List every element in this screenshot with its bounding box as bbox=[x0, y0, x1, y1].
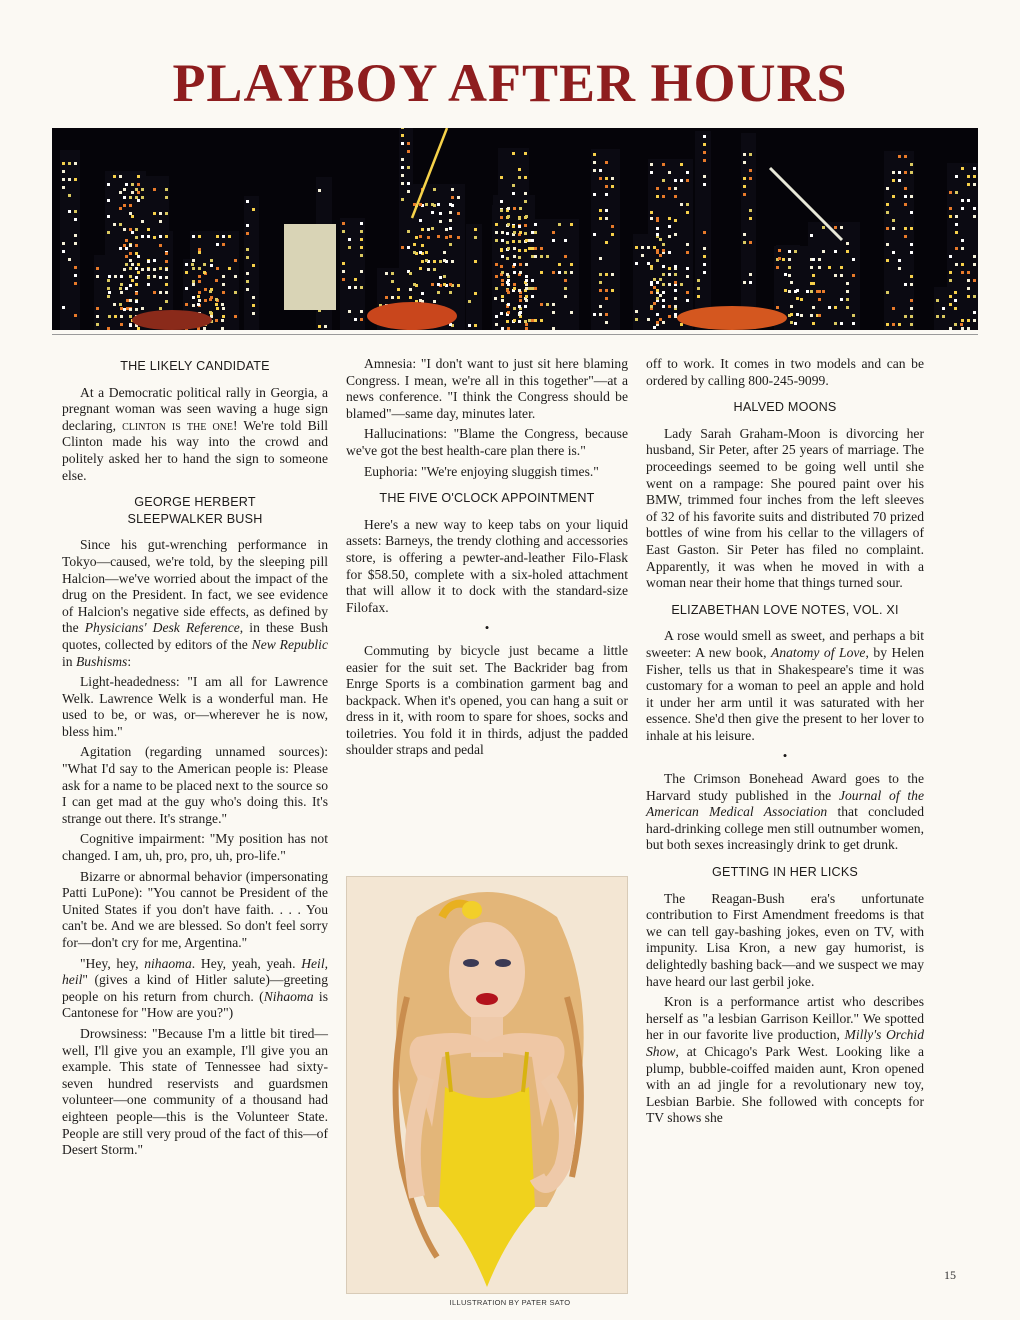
paragraph: Euphoria: "We're enjoying sluggish times." bbox=[364, 463, 599, 479]
paragraph: Kron is a performance artist who describes herself as "a lesbian Garrison Keillor." We spotted her in our favorite live production, Milly's Orchid Show, at Chicago's Park West. Looking like a plump, bubble-coiffed maiden aunt, Kron opened with an ad jingle for a revolutionary new toy, Lesbian Barbie. She followed with concepts for TV shows she bbox=[646, 994, 924, 1126]
paragraph: The Crimson Bonehead Award goes to the Harvard study published in the Journal of the American Medical Association that concluded hard-drinking college men still outnumber women, but both sexes increasingly drink to get drunk. bbox=[646, 771, 925, 853]
city-skyline-illustration bbox=[52, 128, 978, 330]
column-2 bbox=[346, 356, 628, 763]
paragraph: off to work. It comes in two models and can be ordered by calling 800-245-9099. bbox=[646, 356, 924, 388]
bullet-separator: • bbox=[484, 620, 490, 636]
section-heading: ELIZABETHAN LOVE NOTES, VOL. XI bbox=[671, 602, 899, 617]
paragraph: At a Democratic political rally in Georgia, a pregnant woman was seen waving a huge sign declaring, clinton is the one! We're told Bill Clinton made his way into the crowd and politely asked her to hand the sign to someone else. bbox=[62, 384, 328, 483]
divider-rule bbox=[52, 334, 978, 335]
column-3 bbox=[646, 356, 924, 1131]
paragraph: Lady Sarah Graham-Moon is divorcing her husband, Sir Peter, after 25 years of marriage. The proceedings seemed to be going well until she went on a rampage: She poured paint over his BMW, trimmed four inches from the left sleeves of 32 of his favorite suits and distributed 70 prized bottles of wine from his cellar to the villagers of East Gaston. Sir Peter has filed no complaint. Apparently, it was when he moved in with a woman near their home that things turned sour. bbox=[646, 425, 924, 591]
column-1 bbox=[62, 356, 328, 1163]
section-heading: GEORGE HERBERT SLEEPWALKER BUSH bbox=[127, 495, 263, 526]
woman-swimsuit-illustration bbox=[346, 876, 628, 1294]
paragraph: Cognitive impairment: "My position has not changed. I am, uh, pro, pro, uh, pro-life." bbox=[62, 831, 328, 864]
page-title: PLAYBOY AFTER HOURS bbox=[172, 53, 848, 113]
section-heading: THE FIVE O'CLOCK APPOINTMENT bbox=[379, 491, 595, 506]
paragraph: Hallucinations: "Blame the Congress, because we've got the best health-care plan there is." bbox=[346, 426, 628, 458]
section-heading: GETTING IN HER LICKS bbox=[711, 865, 859, 880]
section-heading: THE LIKELY CANDIDATE bbox=[120, 359, 270, 373]
paragraph: Amnesia: "I don't want to just sit here blaming Congress. I mean, we're all in this together"—at a news conference. "I think the Congress should be blamed"—same day, minutes later. bbox=[346, 356, 628, 421]
paragraph: Here's a new way to keep tabs on your liquid assets: Barneys, the trendy clothing and accessories store, is offering a pewter-and-leather Filo-Flask for $58.50, complete with a six-holed attachment that will allow it to dock with the standard-size Filofax. bbox=[346, 516, 628, 615]
paragraph: Commuting by bicycle just became a little easier for the suit set. The Backrider bag from Enrge Sports is a combination garment bag and backpack. When it's opened, you can hang a suit or dress in it, with room to spare for shoes, socks and toiletries. You fold it in thirds, adjust the padded shoulder straps and pedal bbox=[346, 642, 628, 758]
illustration-credit: ILLUSTRATION BY PATER SATO bbox=[449, 1298, 571, 1307]
paragraph: Light-headedness: "I am all for Lawrence Welk. Lawrence Welk is a wonderful man. He used to be, or was, or—wherever he is now, bless him." bbox=[62, 674, 328, 739]
section-heading: HALVED MOONS bbox=[733, 400, 837, 415]
paragraph: A rose would smell as sweet, and perhaps a bit sweeter: A new book, Anatomy of Love, by Helen Fisher, tells us that in Shakespeare's time it was customary for a woman to peel an apple and hold it under her arm until it was saturated with her essence. She'd then give the present to her lover to inhale at his leisure. bbox=[646, 628, 924, 743]
paragraph: Drowsiness: "Because I'm a little bit tired—well, I'll give you an example, I'll give you an example. This state of Tennessee had sixty-seven hundred reservists and guardsmen volunteer—one community of a thousand had eighteen people—this is the Volunteer State. People are still very proud of the fact of this—of Desert Storm." bbox=[62, 1025, 328, 1158]
bullet-separator: • bbox=[782, 748, 788, 764]
page-number: 15 bbox=[944, 1268, 956, 1282]
paragraph: Bizarre or abnormal behavior (impersonating Patti LuPone): "You cannot be President of the United States if you don't have faith. . . . You can't be. And we are blessed. So don't feel sorry for—don't cry for me, Argentina." bbox=[62, 868, 328, 950]
paragraph: Since his gut-wrenching performance in Tokyo—caused, we're told, by the sleeping pill Halcion—we've worried about the impact of the drug on the President. In fact, we see evidence of Halcion's negative side effects, as defined by the Physicians' Desk Reference, in these Bush quotes, collected by editors of the New Republic in Bushisms: bbox=[62, 537, 328, 669]
paragraph: Agitation (regarding unnamed sources): "What I'd say to the American people is: Please ask for a name to be placed next to the source so I can get mad at the guy who's doing this. It's strange out there. It's strange." bbox=[62, 744, 328, 826]
paragraph: The Reagan-Bush era's unfortunate contribution to First Amendment freedoms is that we can tell gay-bashing jokes, even on TV, with impunity. Lisa Kron, a new gay humorist, is delightedly bashing back—and we suspect we may have heard our last gerbil joke. bbox=[646, 890, 924, 989]
paragraph: "Hey, hey, nihaoma. Hey, yeah, yeah. Heil, heil" (gives a kind of Hitler salute)—greeting people on his return from church. (Nihaoma is Cantonese for "How are you?") bbox=[62, 955, 328, 1021]
